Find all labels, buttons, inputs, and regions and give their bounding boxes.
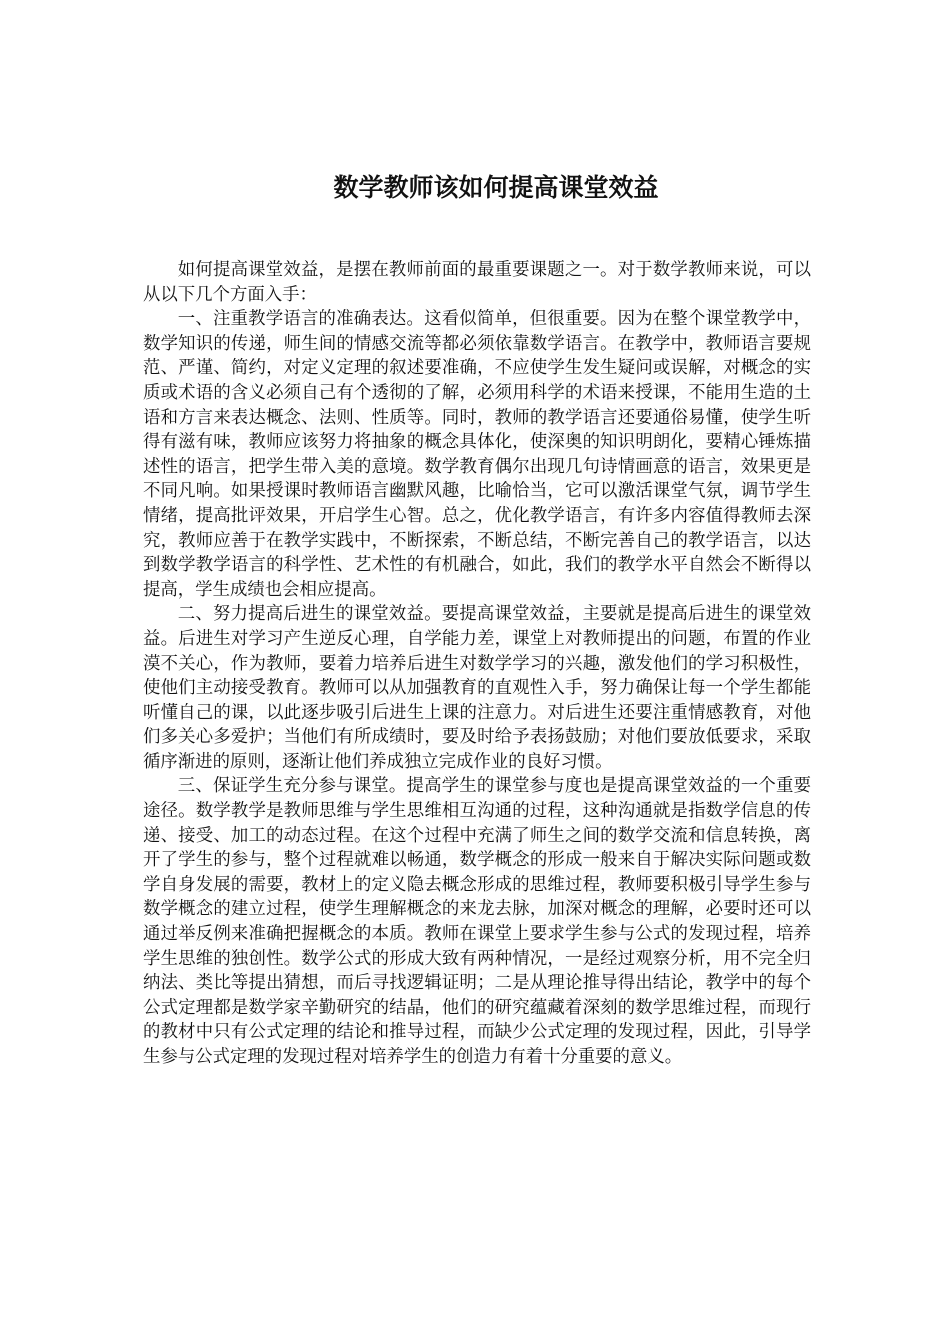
paragraph-section-2: 二、努力提高后进生的课堂效益。要提高课堂效益，主要就是提高后进生的课堂效益。后进生对学习产生逆反心理，自学能力差，课堂上对教师提出的问题，布置的作业漠不关心，作为教师，要着力培养后进生对数学学习的兴趣，激发他们的学习积极性，使他们主动接受教育。教师可以从加强教育的直观性入手，努力确保让每一个学生都能听懂自己的课，以此逐步吸引后进生上课的注意力。对后进生还要注重情感教育，对他们多关心多爱护；当他们有所成绩时，要及时给予表扬鼓励；对他们要放低要求，采取循序渐进的原则，逐渐让他们养成独立完成作业的良好习惯。: [143, 604, 811, 772]
paragraph-intro: 如何提高课堂效益，是摆在教师前面的最重要课题之一。对于数学教师来说，可以从以下几个方面入手：: [143, 260, 811, 305]
paragraph-section-3: 三、保证学生充分参与课堂。提高学生的课堂参与度也是提高课堂效益的一个重要途径。数学教学是教师思维与学生思维相互沟通的过程，这种沟通就是指数学信息的传递、接受、加工的动态过程。在这个过程中充满了师生之间的数学交流和信息转换，离开了学生的参与，整个过程就难以畅通，数学概念的形成一般来自于解决实际问题或数学自身发展的需要，教材上的定义隐去概念形成的思维过程，教师要积极引导学生参与数学概念的建立过程，使学生理解概念的来龙去脉，加深对概念的理解，必要时还可以通过举反例来准确把握概念的本质。教师在课堂上要求学生参与公式的发现过程，培养学生思维的独创性。数学公式的形成大致有两种情况，一是经过观察分析，用不完全归纳法、类比等提出猜想，而后寻找逻辑证明；二是从理论推导得出结论，教学中的每个公式定理都是数学家辛勤研究的结晶，他们的研究蕴藏着深刻的数学思维过程，而现行的教材中只有公式定理的结论和推导过程，而缺少公式定理的发现过程，因此，引导学生参与公式定理的发现过程对培养学生的创造力有着十分重要的意义。: [143, 776, 811, 1067]
document-title: 数学教师该如何提高课堂效益: [333, 173, 659, 202]
document-body: [143, 258, 811, 1070]
paragraph-section-1: 一、注重教学语言的准确表达。这看似简单，但很重要。因为在整个课堂教学中，数学知识的传递，师生间的情感交流等都必须依靠数学语言。在教学中，教师语言要规范、严谨、简约，对定义定理的叙述要准确，不应使学生发生疑问或误解，对概念的实质或术语的含义必须自己有个透彻的了解，必须用科学的术语来授课，不能用生造的土语和方言来表达概念、法则、性质等。同时，教师的教学语言还要通俗易懂，使学生听得有滋有味，教师应该努力将抽象的概念具体化，使深奥的知识明朗化，要精心锤炼描述性的语言，把学生带入美的意境。数学教育偶尔出现几句诗情画意的语言，效果更是不同凡响。如果授课时教师语言幽默风趣，比喻恰当，它可以激活课堂气氛，调节学生情绪，提高批评效果，开启学生心智。总之，优化教学语言，有许多内容值得教师去深究，教师应善于在教学实践中，不断探索，不断总结，不断完善自己的教学语言，以达到数学教学语言的科学性、艺术性的有机融合，如此，我们的教学水平自然会不断得以提高，学生成绩也会相应提高。: [143, 309, 811, 600]
